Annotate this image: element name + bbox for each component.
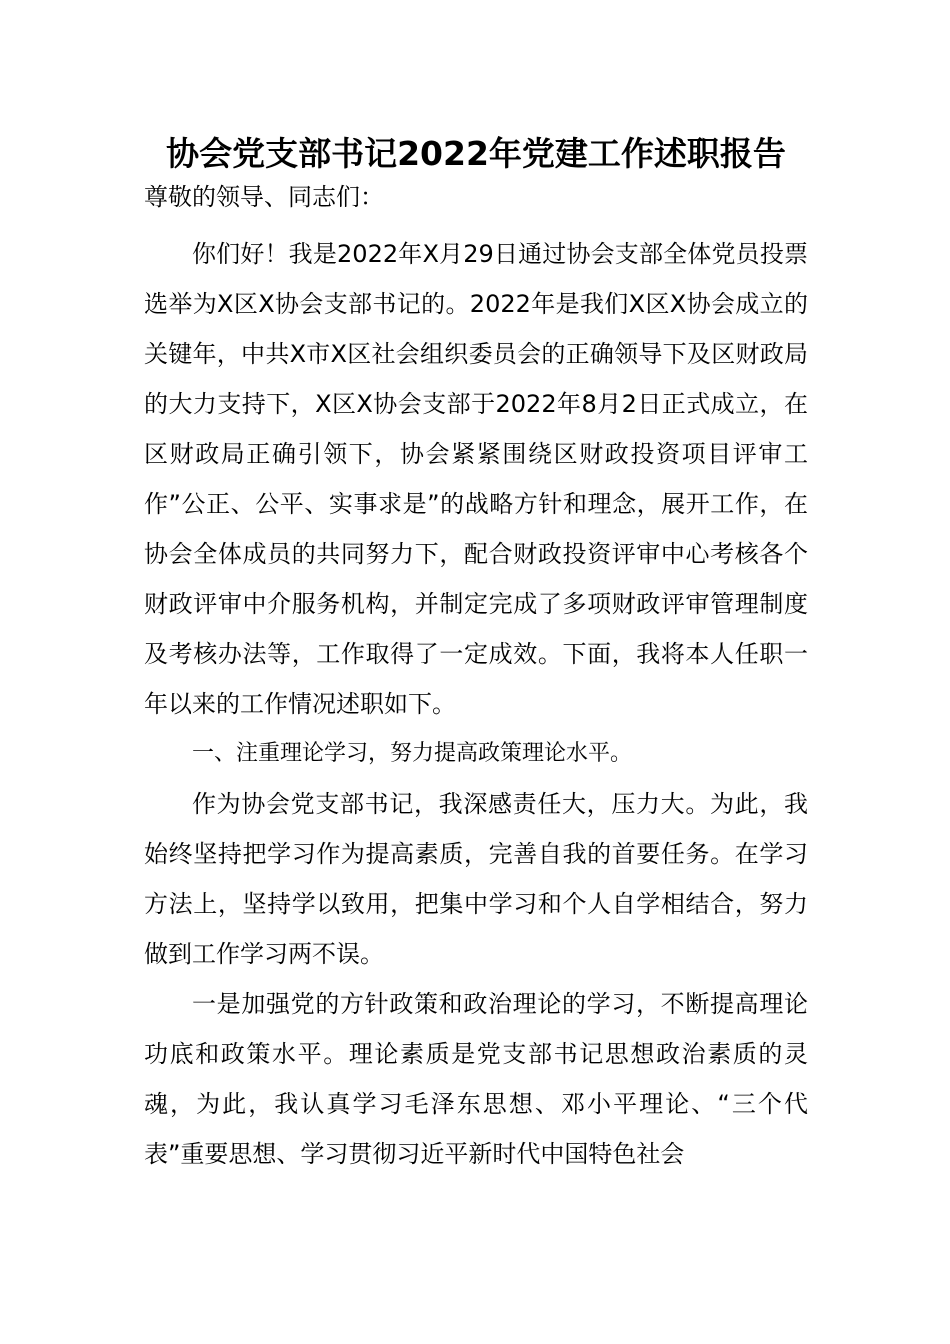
document-title: 协会党支部书记2022年党建工作述职报告 <box>166 134 786 173</box>
section-heading-1: 一、注重理论学习，努力提高政策理论水平。 <box>192 741 633 766</box>
paragraph-intro: 你们好！我是2022年X月29日通过协会支部全体党员投票选举为X区X协会支部书记的。2022年是我们X区X协会成立的关键年，中共X市X区社会组织委员会的正确领导下及区财政局的大力支持下，X区X协会支部于2022年8月2日正式成立，在区财政局正确引领下，协会紧紧围绕区财政投资项目评审工作”公正、公平、实事求是”的战略方针和理念，展开工作，在协会全体成员的共同努力下，配合财政投资评审中心考核各个财政评审中介服务机构，并制定完成了多项财政评审管理制度及考核办法等，工作取得了一定成效。下面，我将本人任职一年以来的工作情况述职如下。 <box>144 240 808 718</box>
paragraph-theory: 一是加强党的方针政策和政治理论的学习，不断提高理论功底和政策水平。理论素质是党支部书记思想政治素质的灵魂，为此，我认真学习毛泽东思想、邓小平理论、“三个代表”重要思想、学习贯彻习近平新时代中国特色社会 <box>144 990 808 1168</box>
document-page <box>144 132 808 1179</box>
salutation: 尊敬的领导、同志们： <box>144 183 384 211</box>
paragraph-study: 作为协会党支部书记，我深感责任大，压力大。为此，我始终坚持把学习作为提高素质，完善自我的首要任务。在学习方法上，坚持学以致用，把集中学习和个人自学相结合，努力做到工作学习两不误。 <box>144 790 808 968</box>
